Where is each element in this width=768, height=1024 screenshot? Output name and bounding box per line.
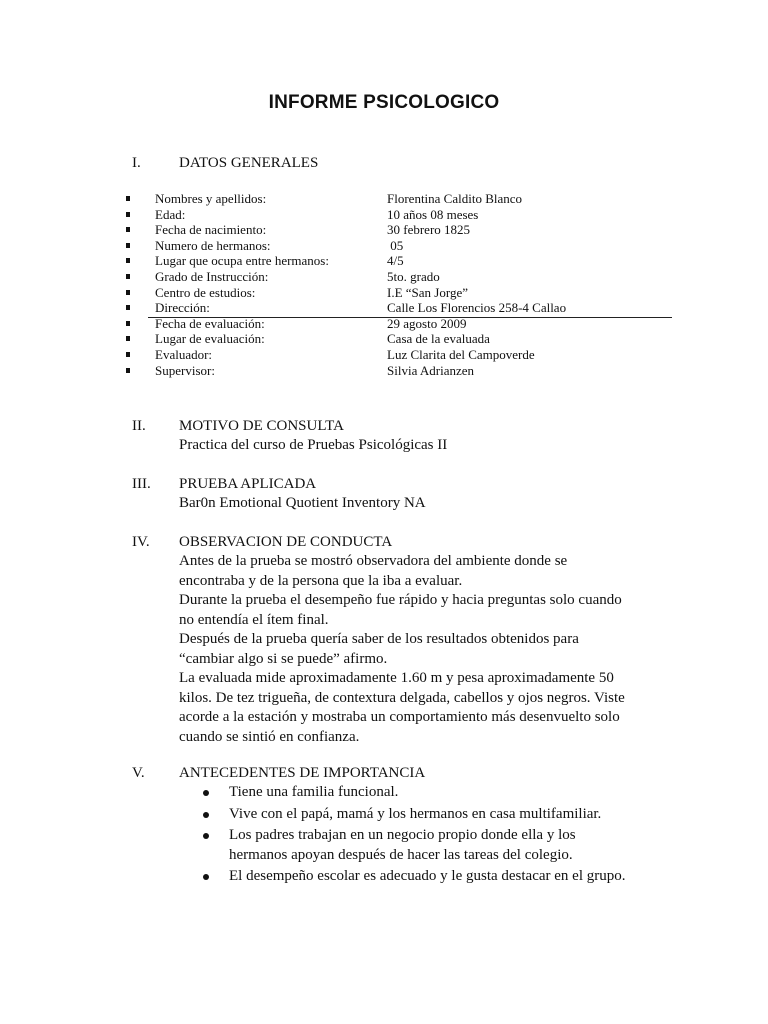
body-line: no entendía el ítem final.	[179, 611, 329, 628]
bullet-dot-icon	[203, 812, 209, 818]
data-label: Lugar que ocupa entre hermanos:	[155, 253, 329, 269]
list-item	[200, 826, 626, 865]
data-value: I.E “San Jorge”	[387, 284, 468, 300]
data-row-supervisor	[126, 363, 686, 379]
data-label: Dirección:	[155, 300, 210, 316]
data-value: Calle Los Florencios 258-4 Callao	[387, 300, 567, 316]
body-line: Después de la prueba quería saber de los resultados obtenidos para	[179, 631, 579, 647]
square-bullet-icon	[126, 258, 130, 263]
section-title: MOTIVO DE CONSULTA	[179, 418, 344, 434]
data-value: 29 agosto 2009	[387, 315, 467, 331]
data-row-grado-instruccion	[126, 269, 686, 285]
list-item	[200, 805, 626, 825]
square-bullet-icon	[126, 243, 130, 248]
body-line: “cambiar algo si se puede” afirmo.	[179, 650, 388, 667]
square-bullet-icon	[126, 290, 130, 295]
data-value: Silvia Adrianzen	[387, 362, 475, 378]
square-bullet-icon	[126, 227, 130, 232]
square-bullet-icon	[126, 212, 130, 217]
section-number: IV.	[132, 534, 150, 550]
section-body-observacion-conducta	[179, 552, 625, 747]
square-bullet-icon	[126, 336, 130, 341]
section-title: DATOS GENERALES	[179, 155, 319, 171]
body-line: La evaluada mide aproximadamente 1.60 m y pesa aproximadamente 50	[179, 670, 614, 686]
data-label: Nombres y apellidos:	[155, 191, 267, 206]
data-value: Florentina Caldito Blanco	[387, 191, 523, 206]
data-row-centro-estudios	[126, 285, 686, 301]
square-bullet-icon	[126, 368, 130, 373]
body-line: Antes de la prueba se mostró observadora del ambiente donde se	[179, 553, 568, 569]
data-label: Supervisor:	[155, 362, 215, 378]
data-row-nombres	[126, 191, 686, 207]
body-line: cuando se sintió en confianza.	[179, 728, 360, 745]
bullet-dot-icon	[203, 833, 209, 839]
section-title: PRUEBA APLICADA	[179, 476, 317, 492]
horizontal-divider	[148, 317, 672, 318]
data-row-edad	[126, 207, 686, 223]
body-line: Bar0n Emotional Quotient Inventory NA	[179, 495, 426, 511]
list-item-line: El desempeño escolar es adecuado y le gusta destacar en el grupo.	[229, 868, 626, 884]
body-line: Practica del curso de Pruebas Psicológicas II	[179, 437, 448, 453]
data-label: Fecha de nacimiento:	[155, 222, 267, 238]
data-label: Fecha de evaluación:	[155, 315, 265, 331]
data-row-numero-hermanos	[126, 238, 686, 254]
data-label: Centro de estudios:	[155, 284, 256, 300]
list-item-line: Tiene una familia funcional.	[229, 784, 399, 800]
list-item-line: Los padres trabajan en un negocio propio donde ella y los	[229, 827, 576, 843]
body-line: kilos. De tez trigueña, de contextura delgada, cabellos y ojos negros. Viste	[179, 689, 625, 706]
section-title: OBSERVACION DE CONDUCTA	[179, 534, 393, 550]
square-bullet-icon	[126, 274, 130, 279]
list-item	[200, 783, 626, 803]
bullet-dot-icon	[203, 874, 209, 880]
data-value: Casa de la evaluada	[387, 331, 490, 347]
data-value: 5to. grado	[387, 268, 440, 284]
body-line: Durante la prueba el desempeño fue rápido y hacia preguntas solo cuando	[179, 592, 622, 608]
square-bullet-icon	[126, 321, 130, 326]
square-bullet-icon	[126, 352, 130, 357]
data-value: 05	[387, 237, 404, 253]
data-label: Numero de hermanos:	[155, 237, 271, 253]
section-number: II.	[132, 418, 146, 434]
data-label: Lugar de evaluación:	[155, 331, 265, 347]
square-bullet-icon	[126, 305, 130, 310]
data-value: 4/5	[387, 253, 404, 269]
data-value: Luz Clarita del Campoverde	[387, 346, 535, 362]
data-row-lugar-hermanos	[126, 253, 686, 269]
data-row-fecha-nacimiento	[126, 222, 686, 238]
document-title: INFORME PSICOLOGICO	[268, 92, 500, 113]
section-number: V.	[132, 765, 145, 781]
section-number: III.	[132, 476, 151, 492]
list-item-line: hermanos apoyan después de hacer las tareas del colegio.	[229, 846, 573, 863]
data-value: 10 años 08 meses	[387, 206, 479, 222]
section-body-prueba-aplicada	[179, 494, 426, 514]
data-row-direccion	[126, 300, 686, 316]
data-label: Evaluador:	[155, 346, 213, 362]
square-bullet-icon	[126, 196, 130, 201]
list-item	[200, 867, 626, 887]
data-value: 30 febrero 1825	[387, 222, 471, 238]
list-item-line: Vive con el papá, mamá y los hermanos en casa multifamiliar.	[229, 805, 602, 822]
body-line: encontraba y de la persona que la iba a evaluar.	[179, 572, 463, 589]
data-row-lugar-evaluacion	[126, 331, 686, 347]
general-data-list	[126, 191, 686, 378]
section-body-motivo-consulta	[179, 436, 447, 456]
data-row-fecha-evaluacion	[126, 316, 686, 332]
bullet-dot-icon	[203, 790, 209, 796]
data-row-evaluador	[126, 347, 686, 363]
antecedentes-list	[200, 783, 626, 887]
section-title: ANTECEDENTES DE IMPORTANCIA	[179, 765, 426, 781]
section-number: I.	[132, 155, 141, 171]
data-label: Grado de Instrucción:	[155, 268, 269, 284]
body-line: acorde a la estación y mostraba un comportamiento más desenvuelto solo	[179, 709, 620, 725]
data-label: Edad:	[155, 206, 186, 222]
